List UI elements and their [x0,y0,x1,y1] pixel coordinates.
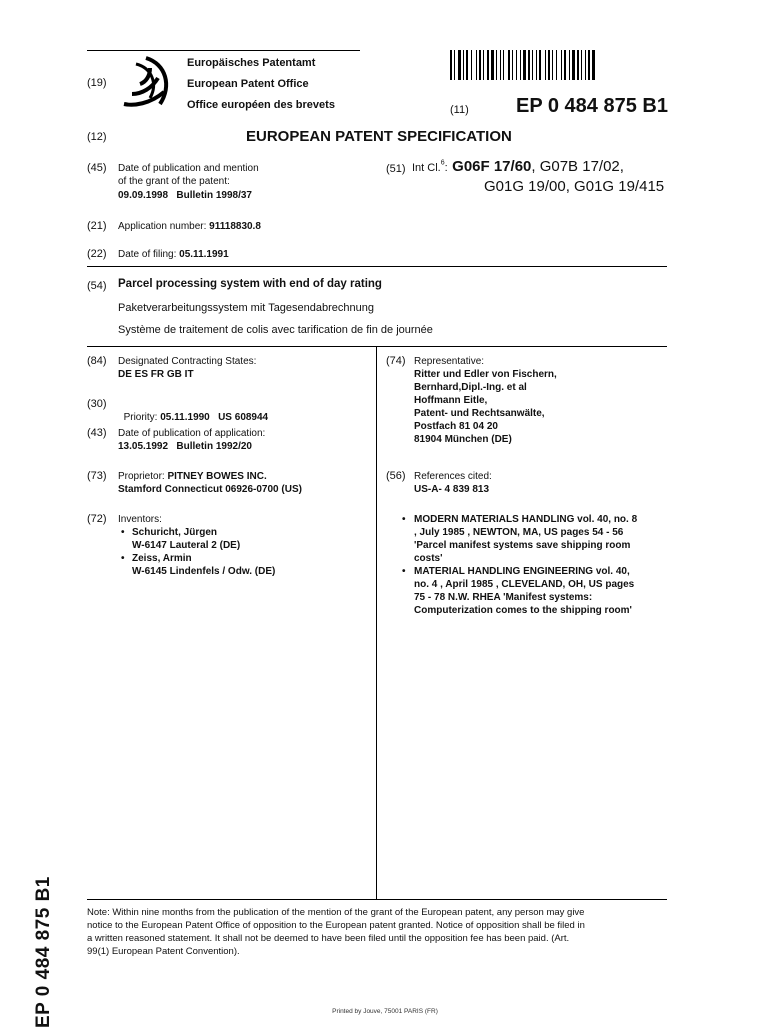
ipc-secondary-2: G01G 19/00, G01G 19/415 [484,178,665,195]
title-en: Parcel processing system with end of day rating [118,278,382,290]
column-divider [376,346,377,899]
code-21: (21) [87,220,107,232]
opposition-note [87,906,585,958]
printer-footer: Printed by Jouve, 75001 PARIS (FR) [332,1008,438,1015]
representative-line: Postfach 81 04 20 [414,421,498,432]
application-number [118,220,261,233]
designated-states-value: DE ES FR GB IT [118,369,194,380]
proprietor [118,470,267,483]
code-30: (30) [87,398,107,410]
reference-item [400,513,670,565]
code-11: (11) [450,104,469,116]
references-label: References cited: [414,471,492,482]
ipc-classification [412,158,624,176]
designated-states-label: Designated Contracting States: [118,356,257,367]
grant-date-label-1: Date of publication and mention [118,163,259,174]
representative-line: Ritter und Edler von Fischern, [414,369,557,380]
code-72: (72) [87,513,107,525]
inventor-item [118,526,275,552]
publication-number: EP 0 484 875 B1 [516,95,668,117]
reference-line: , July 1985 , NEWTON, MA, US pages 54 - 56 [414,527,624,538]
references-list [400,513,670,617]
reference-line: • MODERN MATERIALS HANDLING vol. 40, no. 8 [414,514,638,525]
code-74: (74) [386,355,406,367]
code-43: (43) [87,427,107,439]
reference-patent: US-A- 4 839 813 [414,484,490,495]
note-line: a written reasoned statement. It shall not be deemed to have been filed until the opposition fee has been paid. (Art. [87,933,570,944]
reference-line: costs' [414,553,443,564]
code-84: (84) [87,355,107,367]
barcode [450,50,664,80]
ipc-label: Int Cl. [412,162,441,174]
note-line: notice to the European Patent Office of opposition to the European patent granted. Notice of opposition shall be filed in [87,920,585,931]
priority-label: Priority: [123,412,158,423]
title-fr: Système de traitement de colis avec tarification de fin de journée [118,324,433,336]
office-name-fr: Office européen des brevets [187,99,335,111]
representative-line: Patent- und Rechtsanwälte, [414,408,545,419]
code-22: (22) [87,248,107,260]
side-publication-number: EP 0 484 875 B1 [33,876,54,1028]
inventor-name: • Schuricht, Jürgen [132,527,218,538]
application-number-value: 91118830.8 [209,221,261,232]
inventors-label: Inventors: [118,514,162,525]
application-publication-value: 13.05.1992 Bulletin 1992/20 [118,441,252,452]
code-73: (73) [87,470,107,482]
epo-logo [120,54,176,112]
priority-value: 05.11.1990 US 608944 [160,412,269,423]
proprietor-label: Proprietor: [118,471,165,482]
representative-block [414,368,557,446]
grant-date-label-2: of the grant of the patent: [118,176,230,187]
code-12: (12) [87,131,107,143]
application-number-label: Application number: [118,221,207,232]
inventors-list [118,526,275,578]
application-publication-label: Date of publication of application: [118,428,266,439]
ipc-secondary-1: , G07B 17/02, [531,158,624,175]
grant-date-value: 09.09.1998 Bulletin 1998/37 [118,190,252,201]
ipc-primary: G06F 17/60 [452,158,532,175]
ipc-edition: 6 [440,159,445,167]
filing-date-value: 05.11.1991 [179,249,229,260]
reference-line: • MATERIAL HANDLING ENGINEERING vol. 40, [414,566,630,577]
proprietor-address: Stamford Connecticut 06926-0700 (US) [118,484,302,495]
reference-line: no. 4 , April 1985 , CLEVELAND, OH, US pages [414,579,635,590]
rule-after-title [87,346,667,347]
office-name-de: Europäisches Patentamt [187,57,316,69]
reference-line: 'Parcel manifest systems save shipping room [414,540,631,551]
representative-line: Hoffmann Eitle, [414,395,488,406]
header-top-rule [87,50,360,51]
ipc-label-colon: : [444,162,448,174]
office-name-en: European Patent Office [187,78,309,90]
priority [118,398,268,424]
representative-line: 81904 München (DE) [414,434,512,445]
note-line: Note: Within nine months from the publication of the mention of the grant of the European patent, any person may give [87,907,585,918]
note-line: 99(1) European Patent Convention). [87,946,240,957]
filing-date [118,248,229,261]
reference-item [400,565,670,617]
reference-line: Computerization comes to the shipping room' [414,605,632,616]
inventor-address: W-6145 Lindenfels / Odw. (DE) [132,566,276,577]
inventor-name: • Zeiss, Armin [132,553,192,564]
proprietor-name: PITNEY BOWES INC. [167,471,267,482]
title-de: Paketverarbeitungssystem mit Tagesendabrechnung [118,302,375,314]
code-45: (45) [87,162,107,174]
code-54: (54) [87,280,107,292]
code-56: (56) [386,470,406,482]
reference-line: 75 - 78 N.W. RHEA 'Manifest systems: [414,592,593,603]
inventor-item [118,552,275,578]
rule-before-title [87,266,667,267]
rule-before-note [87,899,667,900]
code-51: (51) [386,163,406,175]
inventor-address: W-6147 Lauteral 2 (DE) [132,540,241,551]
document-type: EUROPEAN PATENT SPECIFICATION [246,128,512,145]
representative-label: Representative: [414,356,485,367]
code-19: (19) [87,77,107,89]
filing-date-label: Date of filing: [118,249,177,260]
representative-line: Bernhard,Dipl.-Ing. et al [414,382,527,393]
